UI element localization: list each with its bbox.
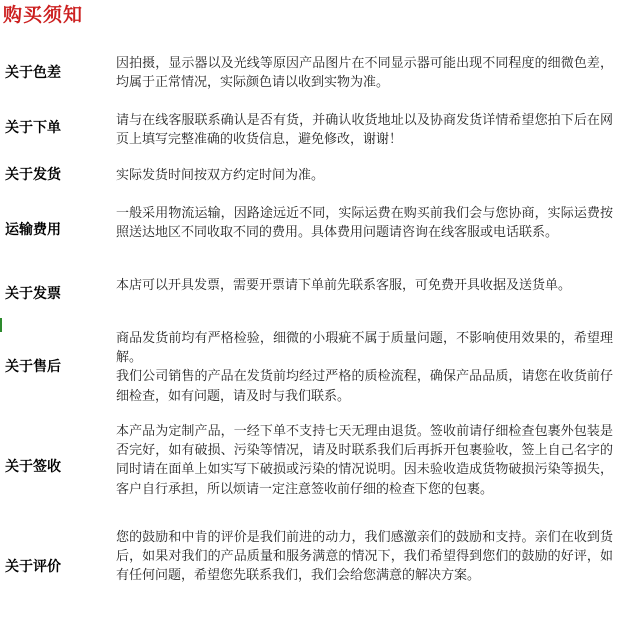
section-text xyxy=(116,111,613,149)
section-paragraph: 您的鼓励和中肯的评价是我们前进的动力，我们感激亲们的鼓励和支持。亲们在收到货后，如果对我们的产品质量和服务满意的情况下，我们希望得到您们的鼓励的好评，如有任何问题，希望您先联系我们，我们会给您满意的解决方案。 xyxy=(116,530,613,584)
section-paragraph: 本店可以开具发票，需要开票请下单前先联系客服，可免费开具收据及送货单。 xyxy=(116,278,572,293)
section-paragraph: 我们公司销售的产品在发货前均经过严格的质检流程，确保产品品质，请您在收货前仔细检查，如有问题，请及时与我们联系。 xyxy=(116,369,613,404)
section-text xyxy=(116,422,613,499)
section-paragraph: 因拍摄，显示器以及光线等原因产品图片在不同显示器可能出现不同程度的细微色差，均属于正常情况，实际颜色请以收到实物为准。 xyxy=(116,56,613,91)
section-text xyxy=(116,276,613,295)
page-title: 购买须知 xyxy=(3,4,84,26)
section-label: 关于签收 xyxy=(5,459,61,475)
section-label: 关于发货 xyxy=(5,167,61,183)
section-label: 关于发票 xyxy=(5,286,61,302)
section-paragraph: 一般采用物流运输，因路途远近不同，实际运费在购买前我们会与您协商，实际运费按照送达地区不同收取不同的费用。具体费用问题请咨询在线客服或电话联系。 xyxy=(116,206,613,241)
section-label: 运输费用 xyxy=(5,222,61,238)
section-text xyxy=(116,204,613,242)
section-label: 关于评价 xyxy=(5,559,61,575)
left-accent-bar xyxy=(0,318,2,332)
section-text xyxy=(116,528,613,586)
section-text xyxy=(116,166,613,185)
section-text xyxy=(116,54,613,92)
section-paragraph: 商品发货前均有严格检验，细微的小瑕疵不属于质量问题，不影响使用效果的，希望理解。 xyxy=(116,331,613,366)
section-paragraph: 实际发货时间按双方约定时间为准。 xyxy=(116,168,325,183)
section-paragraph: 请与在线客服联系确认是否有货，并确认收货地址以及协商发货详情希望您拍下后在网页上填写完整准确的收货信息，避免修改，谢谢！ xyxy=(116,113,613,148)
section-label: 关于售后 xyxy=(5,359,61,375)
section-label: 关于色差 xyxy=(5,65,61,81)
section-label: 关于下单 xyxy=(5,120,61,136)
section-paragraph: 本产品为定制产品，一经下单不支持七天无理由退货。签收前请仔细检查包裹外包装是否完好，如有破损、污染等情况，请及时联系我们后再拆开包裹验收，签上自己名字的同时请在面单上如实写下破损或污染的情况说明。因未验收造成货物破损污染等损失，客户自行承担，所以烦请一定注意签收前仔细的检查下您的包裹。 xyxy=(116,424,613,497)
section-text xyxy=(116,329,613,406)
